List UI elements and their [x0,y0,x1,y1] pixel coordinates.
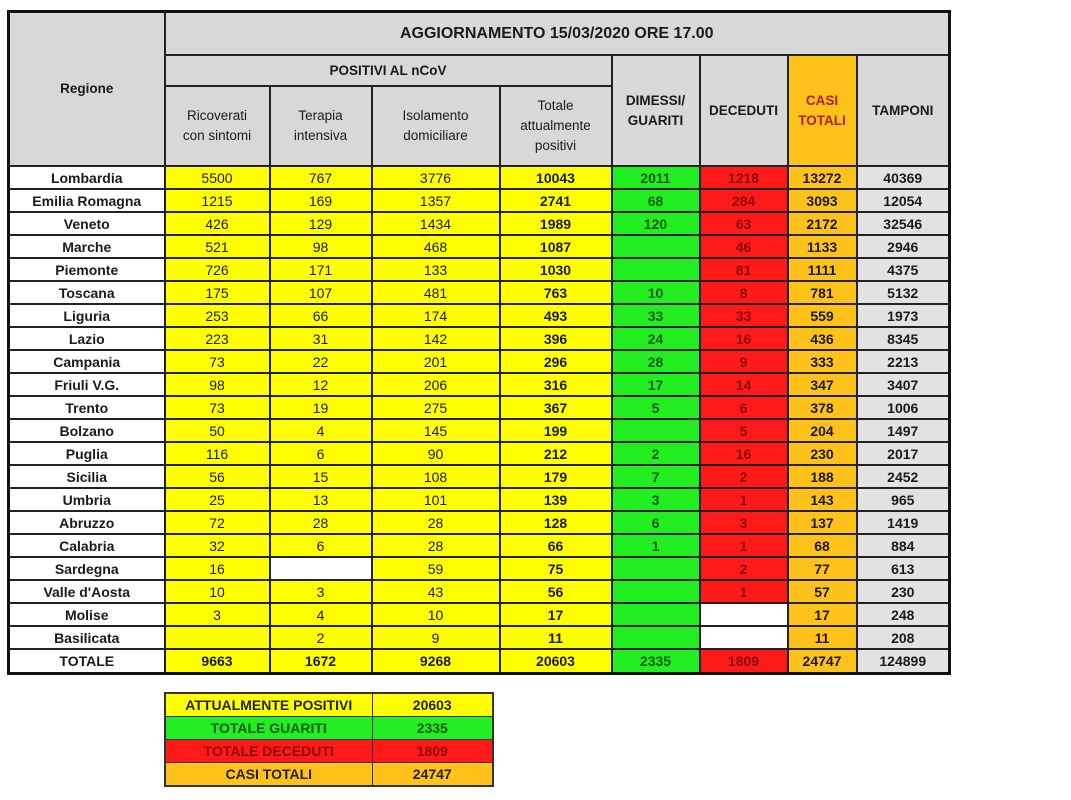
cell-totale-positivi: 493 [500,304,612,327]
cell-regione: Piemonte [9,258,165,281]
cell-terapia: 767 [270,166,372,189]
cell-tamponi: 2213 [857,350,950,373]
cell-dimessi: 1 [612,534,700,557]
cell-deceduti: 2 [700,465,788,488]
cell-regione: Campania [9,350,165,373]
cell-deceduti: 63 [700,212,788,235]
table-row [9,580,950,603]
cell-tamponi: 884 [857,534,950,557]
cell-totale-positivi: 75 [500,557,612,580]
cell-regione: TOTALE [9,649,165,674]
cell-casi-totali: 188 [788,465,857,488]
header-dimessi-line2: GUARITI [627,112,684,128]
cell-ricoverati: 253 [165,304,270,327]
cell-ricoverati: 1215 [165,189,270,212]
cell-totale-positivi: 20603 [500,649,612,674]
cell-regione: Toscana [9,281,165,304]
cell-regione: Veneto [9,212,165,235]
cell-terapia: 12 [270,373,372,396]
cell-regione: Liguria [9,304,165,327]
cell-ricoverati: 72 [165,511,270,534]
header-ricoverati-line2: con sintomi [182,128,252,143]
summary-row [165,740,493,763]
table-row [9,373,950,396]
cell-deceduti: 5 [700,419,788,442]
cell-terapia: 3 [270,580,372,603]
cell-tamponi: 230 [857,580,950,603]
cell-deceduti: 81 [700,258,788,281]
cell-casi-totali: 68 [788,534,857,557]
table-row [9,396,950,419]
cell-casi-totali: 143 [788,488,857,511]
summary-table [164,692,494,787]
table-row [9,511,950,534]
cell-isolamento: 201 [372,350,500,373]
header-terapia-line2: intensiva [293,128,348,143]
header-ricoverati [165,86,270,166]
table-title: AGGIORNAMENTO 15/03/2020 ORE 17.00 [165,12,950,56]
cell-dimessi: 5 [612,396,700,419]
table-row [9,212,950,235]
cell-isolamento: 90 [372,442,500,465]
cell-totale-positivi: 212 [500,442,612,465]
cell-casi-totali: 333 [788,350,857,373]
header-deceduti: DECEDUTI [700,55,788,166]
cell-casi-totali: 17 [788,603,857,626]
cell-isolamento: 468 [372,235,500,258]
cell-ricoverati: 3 [165,603,270,626]
cell-terapia: 169 [270,189,372,212]
total-row [9,649,950,674]
header-isolamento-line1: Isolamento [402,108,469,123]
summary-label: ATTUALMENTE POSITIVI [165,693,372,717]
cell-deceduti: 46 [700,235,788,258]
cell-tamponi: 208 [857,626,950,649]
table-row [9,419,950,442]
cell-dimessi [612,235,700,258]
cell-deceduti [700,603,788,626]
table-row [9,603,950,626]
cell-tamponi: 40369 [857,166,950,189]
cell-casi-totali: 3093 [788,189,857,212]
cell-tamponi: 1497 [857,419,950,442]
table-row [9,327,950,350]
cell-casi-totali: 781 [788,281,857,304]
table-row [9,557,950,580]
cell-casi-totali: 1111 [788,258,857,281]
cell-tamponi: 613 [857,557,950,580]
header-regione: Regione [9,12,165,167]
cell-isolamento: 28 [372,534,500,557]
header-casi-totali [788,55,857,166]
cell-isolamento: 3776 [372,166,500,189]
cell-dimessi: 17 [612,373,700,396]
cell-isolamento: 108 [372,465,500,488]
cell-deceduti: 16 [700,327,788,350]
cell-deceduti: 1218 [700,166,788,189]
cell-regione: Umbria [9,488,165,511]
cell-ricoverati: 73 [165,396,270,419]
cell-deceduti: 3 [700,511,788,534]
header-positivi-group: POSITIVI AL nCoV [165,55,612,86]
cell-ricoverati: 726 [165,258,270,281]
cell-regione: Basilicata [9,626,165,649]
cell-terapia: 66 [270,304,372,327]
summary-label: CASI TOTALI [165,763,372,787]
cell-totale-positivi: 199 [500,419,612,442]
header-totale-positivi [500,86,612,166]
cell-totale-positivi: 139 [500,488,612,511]
cell-tamponi: 5132 [857,281,950,304]
cell-ricoverati: 10 [165,580,270,603]
cell-casi-totali: 11 [788,626,857,649]
cell-isolamento: 145 [372,419,500,442]
cell-dimessi: 6 [612,511,700,534]
summary-body [165,693,493,786]
cell-isolamento: 28 [372,511,500,534]
cell-dimessi: 28 [612,350,700,373]
table-row [9,189,950,212]
cell-ricoverati: 16 [165,557,270,580]
cell-casi-totali: 1133 [788,235,857,258]
cell-totale-positivi: 11 [500,626,612,649]
cell-ricoverati: 98 [165,373,270,396]
cell-totale-positivi: 1989 [500,212,612,235]
summary-row [165,693,493,717]
cell-regione: Calabria [9,534,165,557]
cell-deceduti: 284 [700,189,788,212]
cell-ricoverati: 56 [165,465,270,488]
cell-ricoverati: 25 [165,488,270,511]
cell-ricoverati: 9663 [165,649,270,674]
cell-tamponi: 2946 [857,235,950,258]
cell-isolamento: 142 [372,327,500,350]
cell-deceduti: 33 [700,304,788,327]
header-isolamento [372,86,500,166]
cell-deceduti: 9 [700,350,788,373]
table-body [9,166,950,674]
cell-deceduti: 6 [700,396,788,419]
cell-deceduti: 1 [700,580,788,603]
cell-terapia: 6 [270,534,372,557]
header-terapia-line1: Terapia [298,108,343,123]
cell-terapia: 6 [270,442,372,465]
cell-ricoverati: 5500 [165,166,270,189]
cell-dimessi [612,258,700,281]
cell-tamponi: 3407 [857,373,950,396]
cell-terapia: 98 [270,235,372,258]
cell-terapia: 31 [270,327,372,350]
cell-isolamento: 10 [372,603,500,626]
header-totale-line1: Totale [537,98,574,113]
cell-dimessi [612,580,700,603]
cell-terapia: 15 [270,465,372,488]
cell-isolamento: 43 [372,580,500,603]
cell-deceduti: 1809 [700,649,788,674]
cell-totale-positivi: 179 [500,465,612,488]
cell-casi-totali: 57 [788,580,857,603]
cell-totale-positivi: 1030 [500,258,612,281]
cell-ricoverati: 521 [165,235,270,258]
cell-tamponi: 1419 [857,511,950,534]
cell-dimessi [612,603,700,626]
table-row [9,465,950,488]
cell-ricoverati: 175 [165,281,270,304]
cell-tamponi: 4375 [857,258,950,281]
cell-terapia: 28 [270,511,372,534]
cell-casi-totali: 24747 [788,649,857,674]
table-row [9,534,950,557]
cell-dimessi: 33 [612,304,700,327]
cell-isolamento: 59 [372,557,500,580]
summary-value: 24747 [372,763,493,787]
cell-totale-positivi: 17 [500,603,612,626]
summary-row [165,717,493,740]
cell-tamponi: 248 [857,603,950,626]
cell-regione: Bolzano [9,419,165,442]
cell-tamponi: 2452 [857,465,950,488]
cell-isolamento: 9268 [372,649,500,674]
cell-totale-positivi: 56 [500,580,612,603]
cell-terapia: 2 [270,626,372,649]
cell-regione: Puglia [9,442,165,465]
cell-dimessi: 24 [612,327,700,350]
cell-ricoverati [165,626,270,649]
covid-regional-table [7,10,951,675]
cell-casi-totali: 378 [788,396,857,419]
cell-isolamento: 1434 [372,212,500,235]
cell-dimessi: 10 [612,281,700,304]
cell-totale-positivi: 2741 [500,189,612,212]
table-row [9,166,950,189]
cell-isolamento: 275 [372,396,500,419]
cell-casi-totali: 137 [788,511,857,534]
header-terapia [270,86,372,166]
cell-isolamento: 101 [372,488,500,511]
cell-terapia: 4 [270,419,372,442]
cell-casi-totali: 13272 [788,166,857,189]
cell-dimessi: 2 [612,442,700,465]
cell-isolamento: 133 [372,258,500,281]
header-isolamento-line2: domiciliare [403,128,468,143]
table-row [9,258,950,281]
header-tamponi: TAMPONI [857,55,950,166]
summary-label: TOTALE DECEDUTI [165,740,372,763]
cell-tamponi: 32546 [857,212,950,235]
cell-terapia: 107 [270,281,372,304]
cell-isolamento: 206 [372,373,500,396]
cell-ricoverati: 50 [165,419,270,442]
header-dimessi-line1: DIMESSI/ [625,92,686,108]
cell-deceduti: 16 [700,442,788,465]
cell-casi-totali: 559 [788,304,857,327]
cell-totale-positivi: 763 [500,281,612,304]
cell-totale-positivi: 128 [500,511,612,534]
summary-value: 2335 [372,717,493,740]
cell-totale-positivi: 396 [500,327,612,350]
cell-tamponi: 12054 [857,189,950,212]
cell-regione: Molise [9,603,165,626]
cell-totale-positivi: 66 [500,534,612,557]
cell-totale-positivi: 1087 [500,235,612,258]
cell-terapia: 171 [270,258,372,281]
table-row [9,281,950,304]
cell-tamponi: 124899 [857,649,950,674]
cell-isolamento: 481 [372,281,500,304]
cell-regione: Friuli V.G. [9,373,165,396]
cell-dimessi: 2011 [612,166,700,189]
cell-tamponi: 8345 [857,327,950,350]
cell-regione: Abruzzo [9,511,165,534]
cell-terapia: 22 [270,350,372,373]
header-casi-line1: CASI [805,92,839,108]
table-row [9,235,950,258]
cell-deceduti: 14 [700,373,788,396]
cell-isolamento: 9 [372,626,500,649]
cell-casi-totali: 204 [788,419,857,442]
cell-isolamento: 1357 [372,189,500,212]
cell-tamponi: 1973 [857,304,950,327]
cell-regione: Sardegna [9,557,165,580]
header-ricoverati-line1: Ricoverati [186,108,248,123]
cell-regione: Lombardia [9,166,165,189]
cell-dimessi [612,419,700,442]
table-row [9,488,950,511]
table-row [9,442,950,465]
table-row [9,350,950,373]
cell-dimessi [612,626,700,649]
cell-regione: Marche [9,235,165,258]
cell-dimessi: 120 [612,212,700,235]
cell-dimessi: 2335 [612,649,700,674]
cell-totale-positivi: 367 [500,396,612,419]
cell-regione: Valle d'Aosta [9,580,165,603]
summary-label: TOTALE GUARITI [165,717,372,740]
cell-totale-positivi: 10043 [500,166,612,189]
cell-terapia: 1672 [270,649,372,674]
summary-row [165,763,493,787]
cell-regione: Sicilia [9,465,165,488]
table-row [9,626,950,649]
header-casi-line2: TOTALI [798,112,846,128]
header-dimessi [612,55,700,166]
cell-tamponi: 2017 [857,442,950,465]
cell-casi-totali: 77 [788,557,857,580]
cell-terapia: 13 [270,488,372,511]
cell-casi-totali: 230 [788,442,857,465]
cell-isolamento: 174 [372,304,500,327]
cell-regione: Lazio [9,327,165,350]
cell-ricoverati: 426 [165,212,270,235]
table-row [9,304,950,327]
cell-dimessi [612,557,700,580]
cell-tamponi: 965 [857,488,950,511]
cell-deceduti [700,626,788,649]
cell-totale-positivi: 316 [500,373,612,396]
cell-terapia [270,557,372,580]
header-totale-line2: attualmente [520,118,591,133]
cell-deceduti: 2 [700,557,788,580]
cell-regione: Trento [9,396,165,419]
cell-dimessi: 3 [612,488,700,511]
cell-deceduti: 1 [700,488,788,511]
cell-regione: Emilia Romagna [9,189,165,212]
summary-value: 1809 [372,740,493,763]
cell-ricoverati: 73 [165,350,270,373]
cell-terapia: 4 [270,603,372,626]
cell-dimessi: 68 [612,189,700,212]
cell-terapia: 19 [270,396,372,419]
cell-deceduti: 8 [700,281,788,304]
cell-dimessi: 7 [612,465,700,488]
cell-casi-totali: 2172 [788,212,857,235]
summary-value: 20603 [372,693,493,717]
cell-terapia: 129 [270,212,372,235]
cell-ricoverati: 116 [165,442,270,465]
cell-ricoverati: 223 [165,327,270,350]
cell-casi-totali: 347 [788,373,857,396]
header-totale-line3: positivi [534,138,577,153]
cell-casi-totali: 436 [788,327,857,350]
cell-deceduti: 1 [700,534,788,557]
cell-ricoverati: 32 [165,534,270,557]
cell-totale-positivi: 296 [500,350,612,373]
cell-tamponi: 1006 [857,396,950,419]
